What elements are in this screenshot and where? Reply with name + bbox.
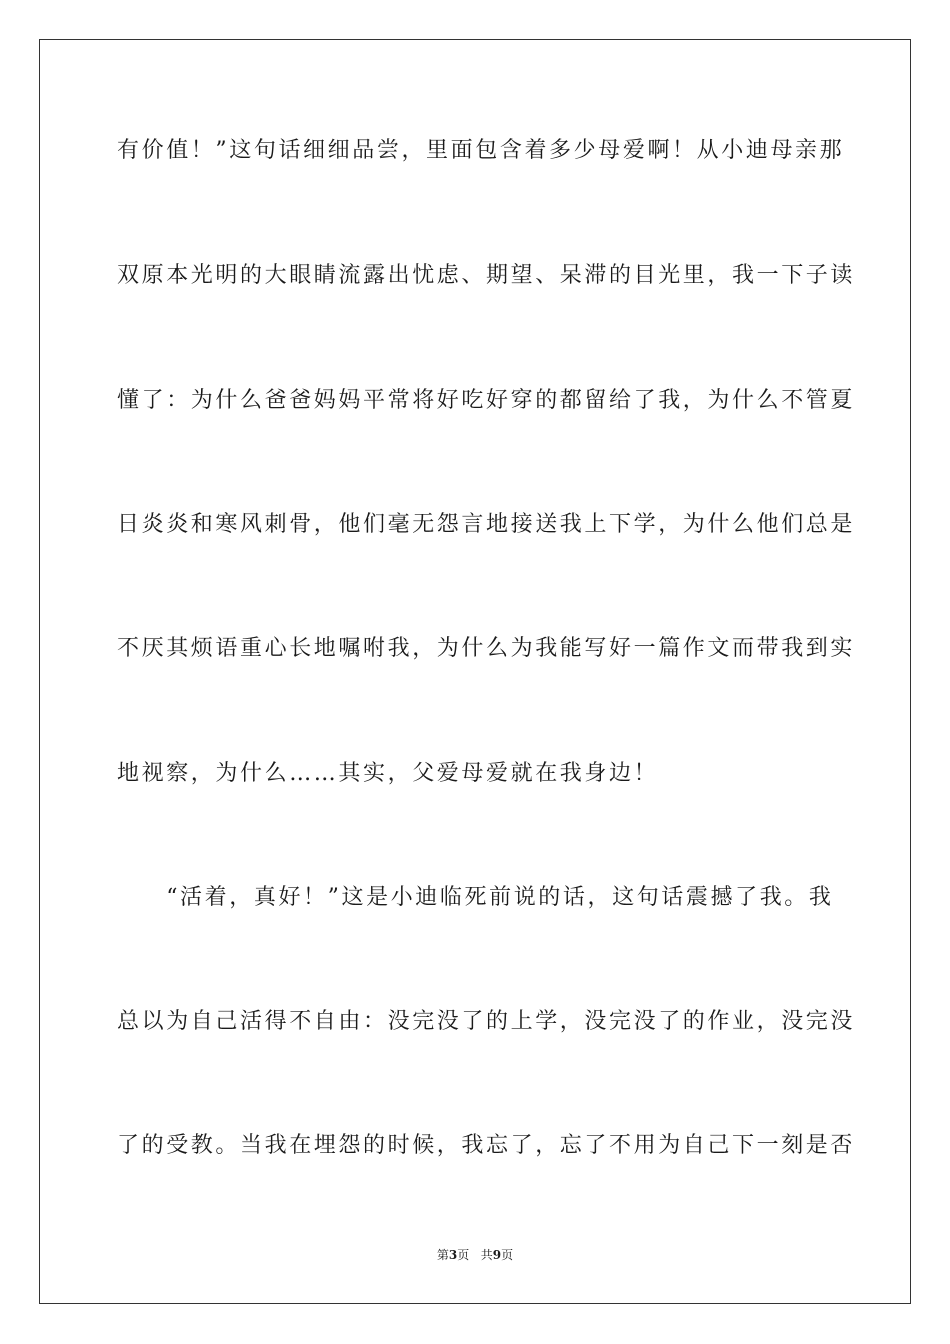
body-text-line-6: 地视察，为什么……其实，父爱母爱就在我身边！ [117, 761, 659, 786]
body-text-line-8: 总以为自己活得不自由：没完没了的上学，没完没了的作业，没完没 [117, 1009, 856, 1034]
total-suffix: 页 [501, 1248, 514, 1262]
body-text-line-4: 日炎炎和寒风刺骨，他们毫无怨言地接送我上下学，为什么他们总是 [117, 512, 856, 537]
page-suffix: 页 [457, 1248, 470, 1262]
page-prefix: 第 [436, 1248, 449, 1262]
body-text-line-1: 有价值！”这句话细细品尝，里面包含着多少母爱啊！从小迪母亲那 [117, 138, 845, 163]
body-text-line-2: 双原本光明的大眼睛流露出忧虑、期望、呆滞的目光里，我一下子读 [117, 263, 856, 288]
total-prefix: 共 [480, 1248, 493, 1262]
total-page-count: 9 [492, 1248, 502, 1262]
body-text-line-3: 懂了：为什么爸爸妈妈平常将好吃好穿的都留给了我，为什么不管夏 [117, 388, 856, 413]
body-text-line-5: 不厌其烦语重心长地嘱咐我，为什么为我能写好一篇作文而带我到实 [117, 636, 856, 661]
page-border [39, 39, 911, 1304]
current-page-number: 3 [448, 1248, 458, 1262]
page-number-footer [0, 1247, 950, 1263]
body-text-line-9: 了的受教。当我在埋怨的时候，我忘了，忘了不用为自己下一刻是否 [117, 1133, 856, 1158]
body-text-line-7: “活着，真好！”这是小迪临死前说的话，这句话震撼了我。我 [117, 885, 834, 910]
